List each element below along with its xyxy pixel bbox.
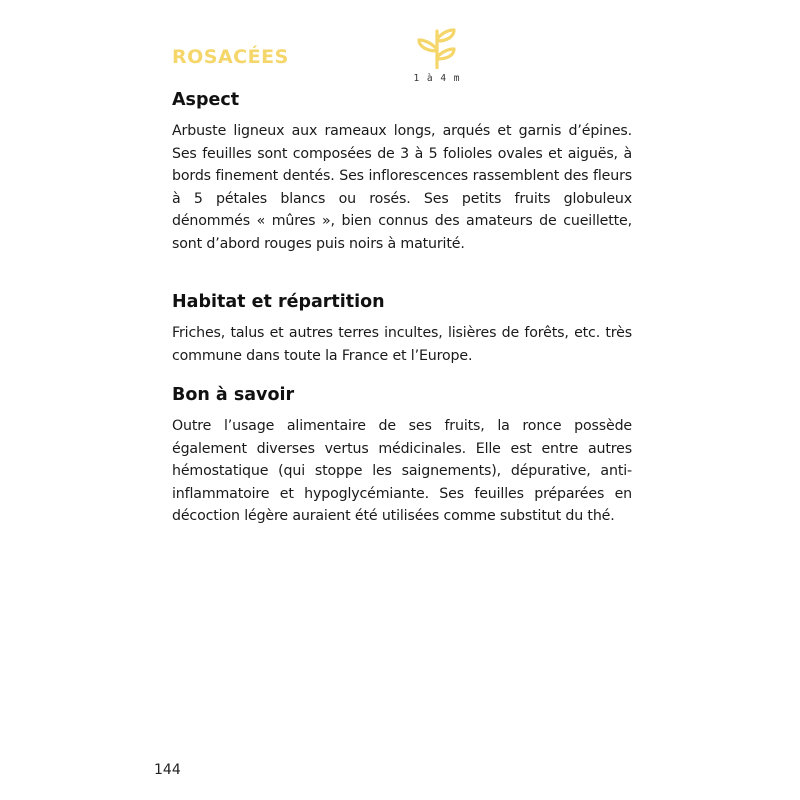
section-body: Friches, talus et autres terres incultes, lisières de forêts, etc. très commune dans toute la France et l’Europe. [172,325,632,364]
plant-sprout-icon [416,25,458,69]
section-body: Arbuste ligneux aux rameaux longs, arqués et garnis d’épines. Ses feuilles sont composées de 3 à 5 folioles ovales et aiguës, à bords finement dentés. Ses inflorescences rassemblent des fleurs à 5 pétales blancs ou rosés. Ses petits fruits globuleux dénommés « mûres », bien connus des amateurs de cueillette, sont d’abord rouges puis noirs à maturité. [172,123,632,252]
section-habitat [172,290,632,367]
plant-family-heading: ROSACÉES [172,46,289,68]
section-bon-a-savoir [172,383,632,528]
section-body: Outre l’usage alimentaire de ses fruits, la ronce possède également diverses vertus médicinales. Elle est entre autres hémostatique (qui stoppe les saignements), dépurative, anti-inflammatoire et hypoglycémiante. Ses feuilles préparées en décoction légère auraient été utilisées comme substitut du thé. [172,418,632,525]
page-number: 144 [154,762,181,778]
section-title: Habitat et répartition [172,292,385,312]
section-title: Aspect [172,90,240,110]
plant-height-label: 1 à 4 m [413,73,461,84]
section-aspect [172,88,632,256]
section-title: Bon à savoir [172,385,295,405]
